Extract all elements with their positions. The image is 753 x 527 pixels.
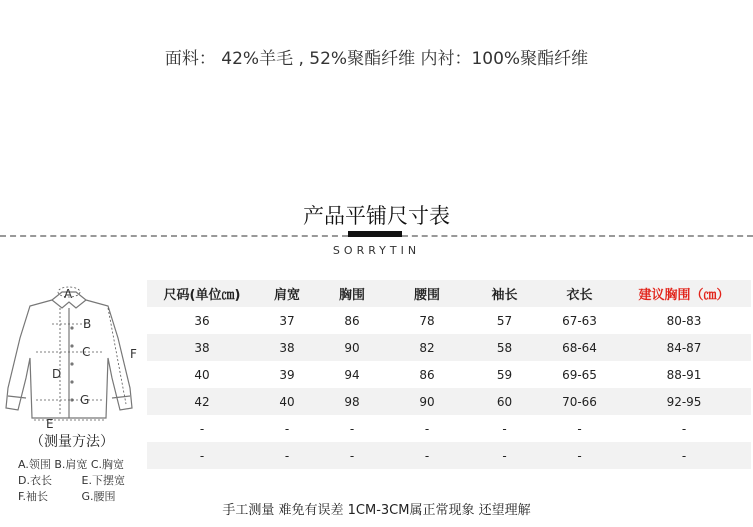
label-d: D	[52, 367, 62, 381]
divider-left	[0, 235, 348, 237]
table-cell: -	[542, 442, 617, 469]
garment-diagram	[0, 278, 150, 438]
table-cell: -	[257, 442, 317, 469]
table-cell: -	[467, 442, 542, 469]
legend-item: F.袖长	[18, 490, 49, 503]
table-cell: -	[257, 415, 317, 442]
legend-item: B.肩宽	[54, 458, 88, 471]
divider-accent	[348, 231, 402, 237]
label-e: E	[46, 417, 54, 431]
measure-method-label: （测量方法）	[30, 434, 114, 450]
table-cell: 78	[387, 307, 467, 334]
table-row	[147, 334, 751, 361]
table-cell: 39	[257, 361, 317, 388]
col-header: 腰围	[387, 280, 467, 307]
table-cell: 37	[257, 307, 317, 334]
table-header-row	[147, 280, 751, 307]
legend-item: C.胸宽	[90, 458, 125, 471]
fabric-composition: 面料： 42%羊毛 , 52%聚酯纤维 内衬：100%聚酯纤维	[164, 49, 589, 69]
label-f: F	[130, 347, 137, 361]
table-cell: 58	[467, 334, 542, 361]
sleeve-measure	[108, 308, 126, 404]
table-cell: 90	[387, 388, 467, 415]
table-cell: 42	[147, 388, 257, 415]
table-cell: 57	[467, 307, 542, 334]
col-header-recommend: 建议胸围（㎝）	[617, 280, 751, 307]
table-cell: -	[147, 442, 257, 469]
table-cell: 38	[257, 334, 317, 361]
page-title: 产品平铺尺寸表	[303, 204, 450, 228]
table-cell: 60	[467, 388, 542, 415]
table-row	[147, 442, 751, 469]
legend-row-1	[18, 456, 124, 472]
table-cell: 94	[317, 361, 387, 388]
label-a: A	[64, 287, 73, 301]
table-cell: 90	[317, 334, 387, 361]
table-cell: 68-64	[542, 334, 617, 361]
table-cell: 80-83	[617, 307, 751, 334]
table-cell: -	[147, 415, 257, 442]
measurement-note: 手工测量 难免有误差 1CM-3CM属正常现象 还望理解	[222, 503, 531, 518]
table-cell: -	[617, 442, 751, 469]
table-cell: -	[317, 415, 387, 442]
brand-subtitle: SORRYTIN	[332, 244, 421, 257]
table-cell: 36	[147, 307, 257, 334]
table-cell: -	[317, 442, 387, 469]
table-cell: 86	[387, 361, 467, 388]
table-cell: 98	[317, 388, 387, 415]
table-cell: 92-95	[617, 388, 751, 415]
legend-item: A.领围	[18, 458, 51, 471]
table-row	[147, 415, 751, 442]
legend-item: E.下摆宽	[81, 474, 125, 487]
table-row	[147, 307, 751, 334]
table-cell: 67-63	[542, 307, 617, 334]
table-row	[147, 361, 751, 388]
table-cell: -	[467, 415, 542, 442]
col-header: 尺码(单位㎝)	[147, 280, 257, 307]
label-g: G	[80, 393, 90, 407]
table-cell: 82	[387, 334, 467, 361]
legend-item: G.腰围	[81, 490, 116, 503]
table-cell: 88-91	[617, 361, 751, 388]
table-row	[147, 388, 751, 415]
table-cell: 70-66	[542, 388, 617, 415]
table-cell: -	[542, 415, 617, 442]
legend-row-2	[18, 472, 125, 488]
table-cell: 69-65	[542, 361, 617, 388]
col-header: 衣长	[542, 280, 617, 307]
table-cell: 40	[257, 388, 317, 415]
table-cell: 38	[147, 334, 257, 361]
divider-right	[402, 235, 753, 237]
table-cell: 40	[147, 361, 257, 388]
legend-item: D.衣长	[18, 474, 52, 487]
col-header: 袖长	[467, 280, 542, 307]
table-cell: -	[617, 415, 751, 442]
label-b: B	[83, 317, 92, 331]
col-header: 胸围	[317, 280, 387, 307]
table-cell: 59	[467, 361, 542, 388]
table-cell: -	[387, 415, 467, 442]
label-c: C	[82, 345, 91, 359]
size-table	[147, 280, 751, 469]
table-cell: -	[387, 442, 467, 469]
table-cell: 84-87	[617, 334, 751, 361]
table-cell: 86	[317, 307, 387, 334]
col-header: 肩宽	[257, 280, 317, 307]
